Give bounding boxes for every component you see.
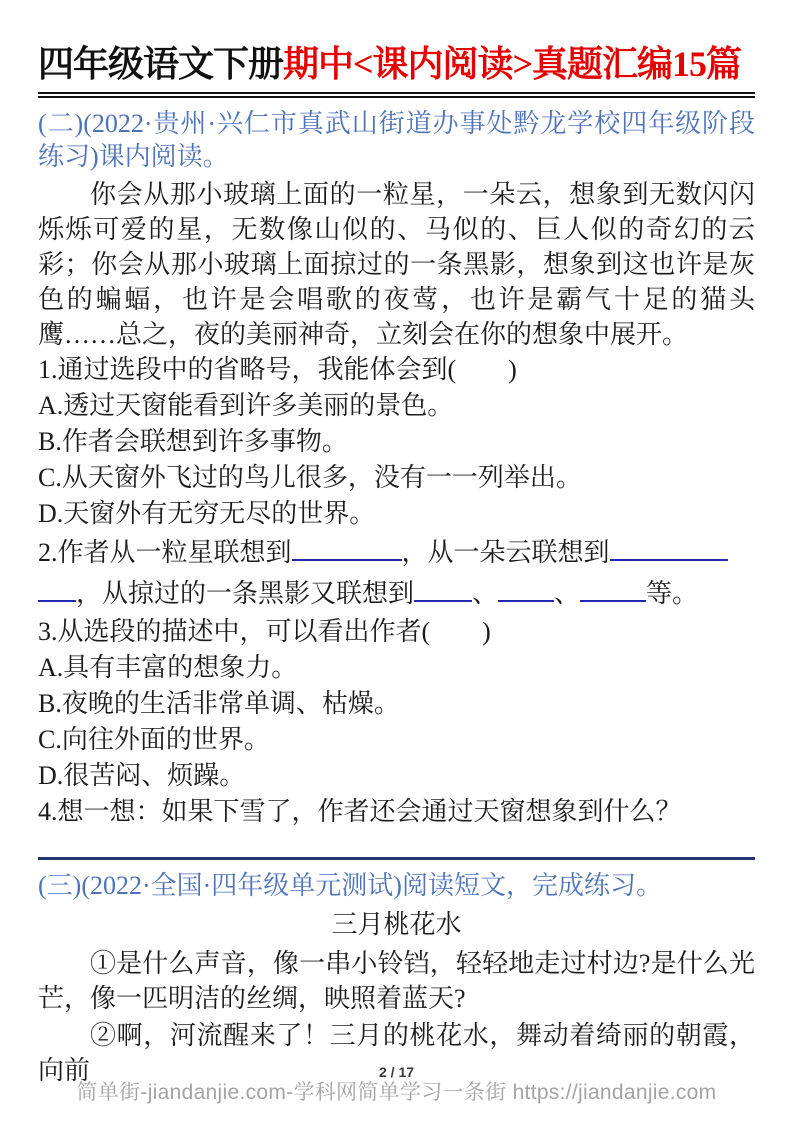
question-2-text-2: ，从一朵云联想到 [401,537,610,567]
question-3-option-c: C.向往外面的世界。 [38,724,270,754]
answer-blank-5 [580,575,646,602]
question-2-dun-2: 、 [554,578,581,608]
section-2-passage: 你会从那小玻璃上面的一粒星，一朵云，想象到无数闪闪烁烁可爱的星，无数像山似的、马似的、巨人似的奇幻的云彩；你会从那小玻璃上面掠过的一条黑影，想象到这也许是灰色的蝙蝠，也许是会唱歌的夜莺，也许是霸气十足的猫头鹰……总之，夜的美丽神奇，立刻会在你的想象中展开。 [38,179,755,349]
question-2-text-4: 等。 [646,578,699,608]
section-3-heading: (三)(2022·全国·四年级单元测试)阅读短文，完成练习。 [38,870,662,900]
question-3-option-a: A.具有丰富的想象力。 [38,652,298,682]
answer-blank-3 [414,575,472,602]
question-3-stem: 3.从选段的描述中，可以看出作者( ) [38,616,491,646]
page-number: 2 / 17 [378,1064,415,1080]
question-3-option-d: D.很苦闷、烦躁。 [38,760,246,790]
essay-paragraph-2: ②啊，河流醒来了！三月的桃花水，舞动着绮丽的朝霞，向前 [38,1020,755,1085]
answer-blank-4 [498,575,554,602]
answer-blank-2 [610,534,728,561]
question-2-line-1 [38,532,755,573]
question-2-text-1: 2.作者从一粒星联想到 [38,537,292,567]
question-2-line-2 [38,573,755,614]
question-2-text-3: ，从掠过的一条黑影又联想到 [76,578,415,608]
footer-site-line: 简单街-jiandanjie.com-学科网简单学习一条街 https://jiandanjie.com [76,1081,717,1104]
question-3-option-b: B.夜晚的生活非常单调、枯燥。 [38,688,400,718]
essay-paragraph-1: ①是什么声音，像一串小铃铛，轻轻地走过村边?是什么光芒，像一匹明洁的丝绸，映照着蓝天? [38,948,755,1013]
question-1-option-d: D.天窗外有无穷无尽的世界。 [38,498,376,528]
essay-title: 三月桃花水 [331,909,462,939]
question-2-dun-1: 、 [472,578,499,608]
question-1-option-b: B.作者会联想到许多事物。 [38,426,348,456]
section-divider-line [38,857,755,860]
title-topic-part: 期中<课内阅读>真题汇编15篇 [283,44,742,84]
question-1-option-c: C.从天窗外飞过的鸟儿很多，没有一一列举出。 [38,462,582,492]
question-1-stem: 1.通过选段中的省略号，我能体会到( ) [38,354,517,384]
question-1-option-a: A.透过天窗能看到许多美丽的景色。 [38,390,454,420]
page-title [38,40,755,98]
page-footer [0,1064,793,1106]
answer-blank-2-continued [38,575,76,602]
title-grade-part: 四年级语文下册 [38,44,284,84]
question-4-stem: 4.想一想：如果下雪了，作者还会通过天窗想象到什么？ [38,796,682,826]
section-2-heading: (二)(2022·贵州·兴仁市真武山街道办事处黔龙学校四年级阶段练习)课内阅读。 [38,108,755,171]
answer-blank-1 [292,534,402,561]
